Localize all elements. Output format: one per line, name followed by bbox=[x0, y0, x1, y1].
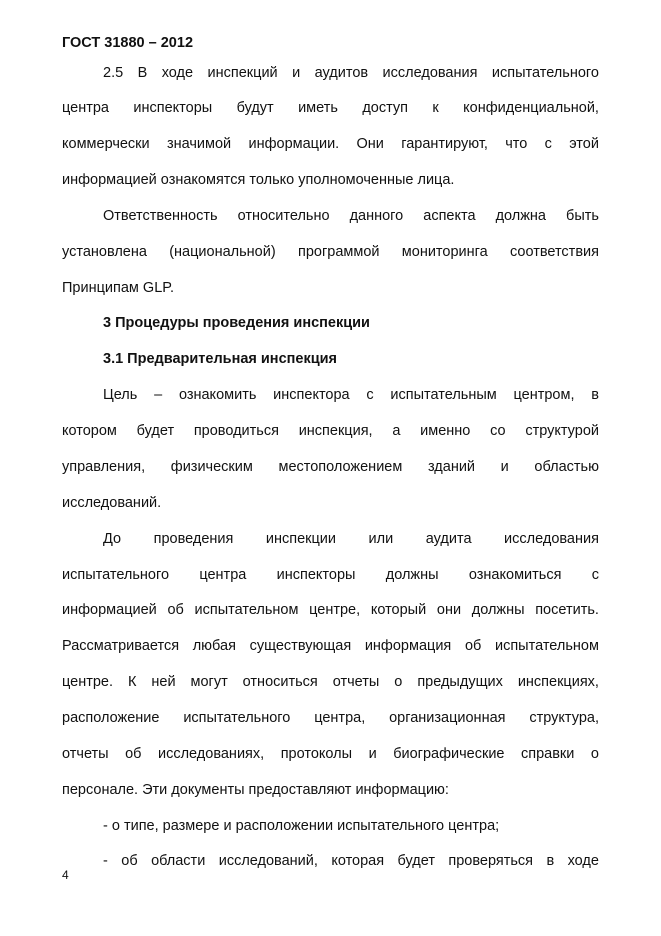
word: отчеты bbox=[62, 746, 109, 762]
word: о bbox=[394, 674, 403, 690]
text-line: исследований. bbox=[62, 495, 162, 511]
word: быть bbox=[566, 208, 599, 224]
word: могут bbox=[190, 674, 228, 690]
word: 2.5 bbox=[103, 65, 124, 81]
word: центре, bbox=[309, 602, 361, 618]
word: именно bbox=[420, 423, 471, 439]
word: центра bbox=[62, 100, 109, 116]
word: данного bbox=[349, 208, 404, 224]
text-line bbox=[62, 458, 599, 476]
text-line bbox=[62, 422, 599, 440]
word: коммерчески bbox=[62, 136, 150, 152]
word: испытательным bbox=[390, 387, 497, 403]
word: биографические bbox=[393, 746, 505, 762]
word: структурой bbox=[525, 423, 599, 439]
word: структура, bbox=[529, 710, 599, 726]
word: проводиться bbox=[193, 423, 279, 439]
word: предыдущих bbox=[417, 674, 503, 690]
word: инспекций bbox=[207, 65, 278, 81]
word: информация bbox=[364, 638, 452, 654]
word: будет bbox=[397, 853, 435, 869]
word: существующая bbox=[249, 638, 352, 654]
word: местоположением bbox=[278, 459, 403, 475]
word: будет bbox=[136, 423, 175, 439]
word: проведения bbox=[153, 531, 234, 547]
word: организационная bbox=[389, 710, 506, 726]
text-line bbox=[103, 530, 599, 548]
word: справки bbox=[521, 746, 575, 762]
word: расположение bbox=[62, 710, 160, 726]
word: исследований, bbox=[218, 853, 318, 869]
word: В bbox=[137, 65, 148, 81]
word: они bbox=[436, 602, 462, 618]
text-line: 3 Процедуры проведения инспекции bbox=[103, 315, 370, 331]
word: ознакомиться bbox=[468, 567, 562, 583]
word: отчеты bbox=[332, 674, 380, 690]
word: аспекта bbox=[423, 208, 476, 224]
word: - bbox=[103, 853, 108, 869]
word: Они bbox=[356, 136, 384, 152]
text-line bbox=[103, 386, 599, 404]
text-line: 3.1 Предварительная инспекция bbox=[103, 351, 337, 367]
text-line bbox=[62, 745, 599, 763]
word: инспекторы bbox=[133, 100, 213, 116]
word: посетить. bbox=[535, 602, 599, 618]
word: ходе bbox=[161, 65, 194, 81]
word: К bbox=[127, 674, 137, 690]
word: об bbox=[464, 638, 482, 654]
text-line bbox=[62, 135, 599, 153]
text-line bbox=[103, 207, 599, 225]
word: что bbox=[505, 136, 528, 152]
text-line bbox=[62, 673, 599, 691]
page-number: 4 bbox=[62, 868, 69, 882]
word: испытательного bbox=[183, 710, 291, 726]
word: и bbox=[500, 459, 509, 475]
word: информации. bbox=[248, 136, 340, 152]
word: области bbox=[151, 853, 206, 869]
word: будут bbox=[236, 100, 274, 116]
word: ней bbox=[151, 674, 176, 690]
word: аудита bbox=[425, 531, 472, 547]
word: мониторинга bbox=[401, 244, 488, 260]
word: к bbox=[432, 100, 439, 116]
word: должны bbox=[471, 602, 525, 618]
word: соответствия bbox=[509, 244, 599, 260]
text-line bbox=[62, 709, 599, 727]
word: значимой bbox=[166, 136, 232, 152]
word: установлена bbox=[62, 244, 147, 260]
word: об bbox=[121, 853, 138, 869]
text-line: Принципам GLP. bbox=[62, 280, 175, 296]
word: ходе bbox=[567, 853, 599, 869]
word: Ответственность bbox=[103, 208, 218, 224]
word: в bbox=[546, 853, 555, 869]
word: исследованиях, bbox=[158, 746, 265, 762]
word: ознакомить bbox=[178, 387, 257, 403]
word: программой bbox=[297, 244, 380, 260]
word: – bbox=[154, 387, 163, 403]
text-line bbox=[103, 64, 599, 82]
word: должны bbox=[385, 567, 439, 583]
word: Рассматривается bbox=[62, 638, 180, 654]
word: относительно bbox=[237, 208, 330, 224]
word: областью bbox=[534, 459, 599, 475]
text-line bbox=[62, 637, 599, 655]
word: конфиденциальной, bbox=[463, 100, 599, 116]
word: доступ bbox=[362, 100, 409, 116]
word: которая bbox=[331, 853, 385, 869]
word: с bbox=[366, 387, 374, 403]
word: или bbox=[368, 531, 394, 547]
word: испытательном bbox=[494, 638, 599, 654]
word: Цель bbox=[103, 387, 138, 403]
text-line: персонале. Эти документы предоставляют информацию: bbox=[62, 782, 449, 798]
text-line: информацией ознакомятся только уполномоченные лица. bbox=[62, 172, 455, 188]
word: центра bbox=[199, 567, 247, 583]
word: должна bbox=[495, 208, 547, 224]
word: с bbox=[544, 136, 552, 152]
word: а bbox=[392, 423, 401, 439]
word: об bbox=[125, 746, 142, 762]
word: с bbox=[591, 567, 599, 583]
word: любая bbox=[192, 638, 236, 654]
word: исследования bbox=[504, 531, 599, 547]
word: зданий bbox=[427, 459, 476, 475]
text-line bbox=[62, 99, 599, 117]
word: центре. bbox=[62, 674, 114, 690]
word: инспекции bbox=[265, 531, 336, 547]
word: испытательном bbox=[194, 602, 299, 618]
word: об bbox=[167, 602, 184, 618]
text-line bbox=[62, 601, 599, 619]
word: который bbox=[370, 602, 427, 618]
word: инспекциях, bbox=[517, 674, 599, 690]
word: иметь bbox=[298, 100, 338, 116]
word: (национальной) bbox=[169, 244, 276, 260]
word: центра, bbox=[314, 710, 366, 726]
word: управления, bbox=[62, 459, 146, 475]
text-line bbox=[103, 852, 599, 870]
word: испытательного bbox=[62, 567, 170, 583]
word: гарантируют, bbox=[401, 136, 488, 152]
word: и bbox=[368, 746, 377, 762]
text-line bbox=[62, 243, 599, 261]
word: в bbox=[591, 387, 599, 403]
word: относиться bbox=[242, 674, 318, 690]
word: и bbox=[292, 65, 301, 81]
word: инспекция, bbox=[298, 423, 373, 439]
word: центром, bbox=[513, 387, 575, 403]
word: этой bbox=[569, 136, 599, 152]
word: исследования bbox=[382, 65, 478, 81]
word: инспектора bbox=[273, 387, 350, 403]
word: проверяться bbox=[448, 853, 534, 869]
word: До bbox=[103, 531, 122, 547]
word: инспекторы bbox=[276, 567, 356, 583]
text-line: - о типе, размере и расположении испытательного центра; bbox=[103, 818, 500, 834]
word: со bbox=[490, 423, 506, 439]
word: котором bbox=[62, 423, 117, 439]
document-header: ГОСТ 31880 – 2012 bbox=[62, 35, 194, 51]
word: физическим bbox=[170, 459, 253, 475]
word: о bbox=[590, 746, 599, 762]
word: протоколы bbox=[280, 746, 353, 762]
word: информацией bbox=[62, 602, 157, 618]
word: испытательного bbox=[491, 65, 599, 81]
text-line bbox=[62, 566, 599, 584]
word: аудитов bbox=[314, 65, 369, 81]
